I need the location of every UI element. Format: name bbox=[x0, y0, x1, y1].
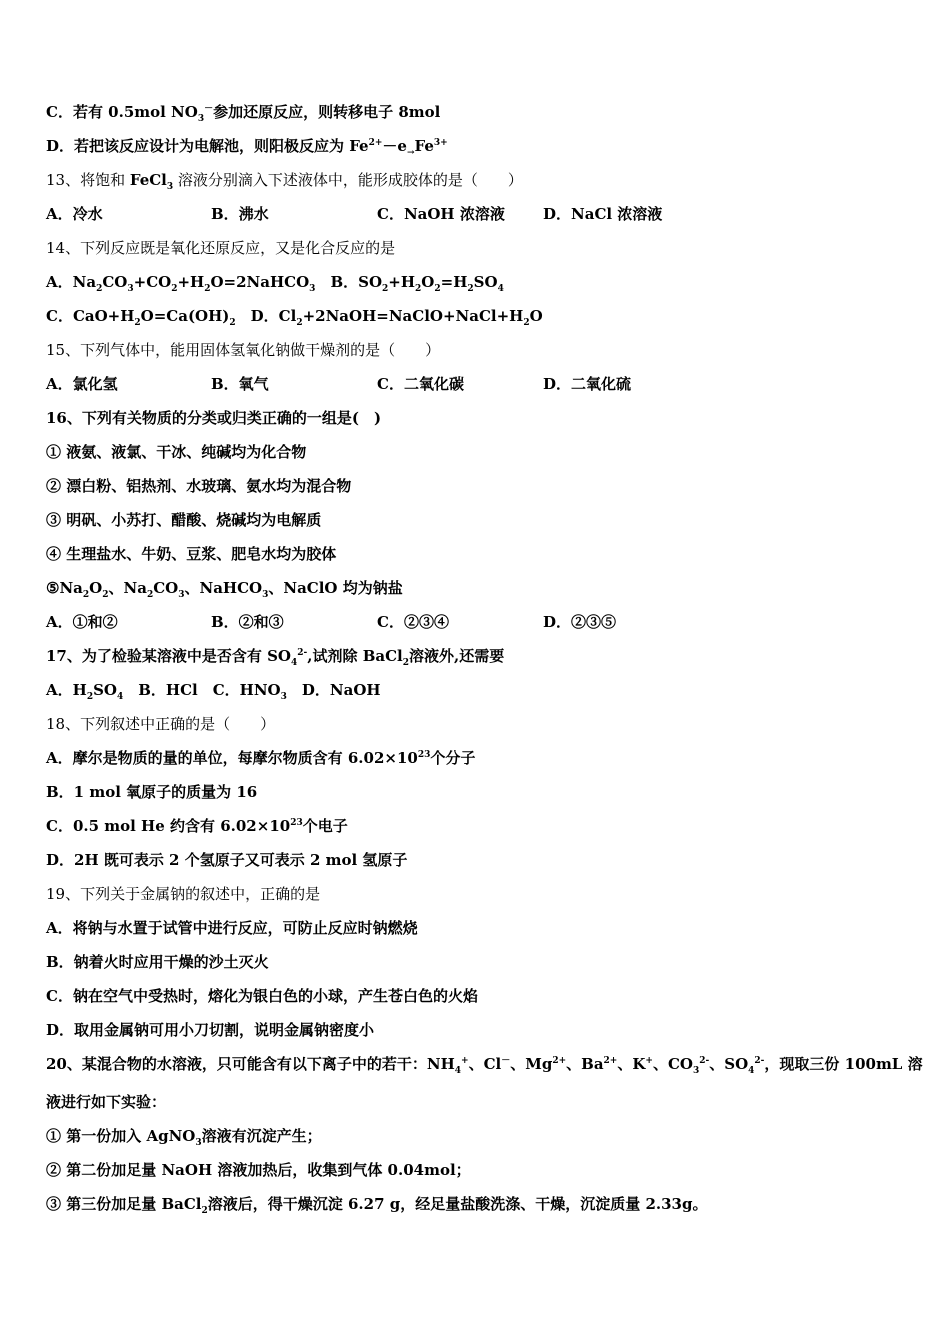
text-run: C．②③④ bbox=[377, 613, 449, 631]
text-run: 、K bbox=[617, 1055, 646, 1073]
text-run: A．H bbox=[46, 681, 87, 699]
text-run: 、CO bbox=[652, 1055, 693, 1073]
text-run: 2 bbox=[467, 284, 474, 294]
text-run: － bbox=[501, 1056, 511, 1066]
text-run: －e bbox=[382, 137, 407, 155]
text-run: B．SO bbox=[315, 273, 383, 291]
answer-option bbox=[46, 374, 118, 394]
text-line bbox=[46, 1020, 374, 1040]
text-run: SO bbox=[473, 273, 498, 291]
text-run: ⑤Na bbox=[46, 579, 83, 597]
text-run: 23 bbox=[290, 818, 303, 828]
text-run: B．②和③ bbox=[211, 613, 284, 631]
answer-option bbox=[377, 204, 505, 224]
text-line bbox=[46, 578, 403, 598]
text-run: D．2H 既可表示 2 个氢原子又可表示 2 mol 氢原子 bbox=[46, 851, 408, 869]
text-run: O bbox=[89, 579, 103, 597]
text-run: ,试剂除 BaCl bbox=[307, 647, 403, 665]
text-run: 3 bbox=[262, 590, 269, 600]
text-run: + bbox=[461, 1056, 469, 1066]
text-run: 13、将饱和 bbox=[46, 171, 130, 189]
text-run: 2 bbox=[171, 284, 178, 294]
text-run: 、NaHCO bbox=[184, 579, 263, 597]
text-run: ③ 第三份加足量 BaCl bbox=[46, 1195, 202, 1213]
answer-option bbox=[211, 204, 269, 224]
text-run: 2 bbox=[296, 318, 303, 328]
text-line bbox=[46, 816, 348, 836]
text-run: O=2NaHCO bbox=[210, 273, 310, 291]
text-run: 、Mg bbox=[510, 1055, 553, 1073]
text-line bbox=[46, 850, 407, 870]
text-run: + bbox=[645, 1056, 653, 1066]
answer-option bbox=[377, 374, 464, 394]
text-run: D．②③⑤ bbox=[543, 613, 617, 631]
text-run: ① 第一份加入 AgNO bbox=[46, 1127, 196, 1145]
text-run: 3 bbox=[195, 1138, 202, 1148]
text-run: A．①和② bbox=[46, 613, 118, 631]
text-run: 14、下列反应既是氧化还原反应，又是化合反应的是 bbox=[46, 239, 396, 257]
text-line bbox=[46, 102, 440, 122]
text-line bbox=[46, 340, 440, 360]
text-run: 溶液有沉淀产生； bbox=[201, 1127, 322, 1145]
text-run: → bbox=[406, 148, 415, 158]
text-run: Fe bbox=[414, 137, 434, 155]
text-run: 2 bbox=[82, 590, 90, 600]
text-run: 3 bbox=[692, 1066, 700, 1076]
text-run: 3 bbox=[309, 284, 316, 294]
text-run: 液进行如下实验： bbox=[46, 1093, 167, 1111]
text-run: 、Na bbox=[108, 579, 147, 597]
text-run: 16、下列有关物质的分类或归类正确的一组是( ) bbox=[46, 409, 382, 427]
text-run: ④ 生理盐水、牛奶、豆浆、肥皂水均为胶体 bbox=[46, 545, 337, 563]
text-run: 4 bbox=[497, 284, 504, 294]
text-run: 23 bbox=[417, 750, 431, 760]
text-run: ① 液氨、液氯、干冰、纯碱均为化合物 bbox=[46, 443, 307, 461]
text-run: 2 bbox=[415, 284, 422, 294]
text-run: ③ 明矾、小苏打、醋酸、烧碱均为电解质 bbox=[46, 511, 322, 529]
text-run: A．将钠与水置于试管中进行反应，可防止反应时钠燃烧 bbox=[46, 919, 418, 937]
text-run: ，现取三份 100mL 溶 bbox=[764, 1055, 923, 1073]
text-line bbox=[46, 272, 504, 292]
text-run: 2+ bbox=[603, 1056, 618, 1066]
text-run: C．二氧化碳 bbox=[377, 375, 464, 393]
text-run: CO bbox=[153, 579, 179, 597]
text-run: 19、下列关于金属钠的叙述中，正确的是 bbox=[46, 885, 321, 903]
text-run: C．钠在空气中受热时，熔化为银白色的小球，产生苍白色的火焰 bbox=[46, 987, 478, 1005]
text-line bbox=[46, 748, 475, 768]
answer-option bbox=[211, 612, 284, 632]
text-run: C．0.5 mol He 约含有 6.02×10 bbox=[46, 817, 291, 835]
text-run: A．摩尔是物质的量的单位，每摩尔物质含有 6.02×10 bbox=[46, 749, 418, 767]
text-run: 2- bbox=[754, 1056, 765, 1066]
text-run: C．若有 0.5mol NO bbox=[46, 103, 198, 121]
text-run: 4 bbox=[454, 1066, 462, 1076]
text-line bbox=[46, 1092, 166, 1112]
text-run: O bbox=[529, 307, 543, 325]
text-run: 参加还原反应，则转移电子 8mol bbox=[213, 103, 441, 121]
text-run: B．沸水 bbox=[211, 205, 269, 223]
text-run: 2- bbox=[297, 648, 308, 658]
text-run: D．二氧化硫 bbox=[543, 375, 632, 393]
text-line bbox=[46, 646, 504, 666]
text-run: 2 bbox=[134, 318, 141, 328]
text-run: 2 bbox=[96, 284, 103, 294]
answer-option bbox=[543, 612, 616, 632]
text-run: D．若把该反应设计为电解池，则阳极反应为 Fe bbox=[46, 137, 369, 155]
text-run: A．Na bbox=[46, 273, 97, 291]
answer-option bbox=[543, 204, 662, 224]
text-run: D．NaCl 浓溶液 bbox=[543, 205, 663, 223]
text-run: 18、下列叙述中正确的是（ ） bbox=[46, 715, 276, 733]
text-run: B．钠着火时应用干燥的沙土灭火 bbox=[46, 953, 269, 971]
answer-option bbox=[543, 374, 631, 394]
text-run: － bbox=[204, 104, 214, 114]
text-run: O bbox=[421, 273, 435, 291]
answer-option bbox=[211, 374, 269, 394]
text-run: 4 bbox=[748, 1066, 755, 1076]
text-line bbox=[46, 680, 381, 700]
text-run: 、SO bbox=[709, 1055, 749, 1073]
text-line bbox=[46, 782, 257, 802]
text-run: 2 bbox=[102, 590, 109, 600]
text-run: +H bbox=[177, 273, 205, 291]
text-run: 溶液分别滴入下述液体中，能形成胶体的是（ ） bbox=[173, 171, 523, 189]
text-run: 2 bbox=[86, 692, 94, 702]
text-run: D．取用金属钠可用小刀切割，说明金属钠密度小 bbox=[46, 1021, 375, 1039]
text-run: A．氯化氢 bbox=[46, 375, 118, 393]
text-run: 3 bbox=[178, 590, 185, 600]
text-run: 3 bbox=[197, 114, 205, 124]
text-run: ② 第二份加足量 NaOH 溶液加热后，收集到气体 0.04mol； bbox=[46, 1161, 471, 1179]
text-run: 20、某混合物的水溶液，只可能含有以下离子中的若干：NH bbox=[46, 1055, 455, 1073]
text-run: 17、为了检验某溶液中是否含有 SO bbox=[46, 647, 291, 665]
text-run: A．冷水 bbox=[46, 205, 103, 223]
text-run: 15、下列气体中，能用固体氢氧化钠做干燥剂的是（ ） bbox=[46, 341, 441, 359]
text-run: 、NaClO 均为钠盐 bbox=[268, 579, 403, 597]
text-line bbox=[46, 442, 306, 462]
text-run: 2 bbox=[434, 284, 441, 294]
text-run: B．1 mol 氧原子的质量为 16 bbox=[46, 783, 258, 801]
text-line bbox=[46, 476, 351, 496]
answer-option bbox=[46, 612, 118, 632]
text-run: +CO bbox=[133, 273, 172, 291]
text-run: 4 bbox=[291, 658, 298, 668]
text-run: C．CaO+H bbox=[46, 307, 135, 325]
text-line bbox=[46, 510, 321, 530]
text-run: C．NaOH 浓溶液 bbox=[377, 205, 505, 223]
text-run: B．HCl C．HNO bbox=[123, 681, 281, 699]
text-line bbox=[46, 952, 269, 972]
text-run: 2 bbox=[229, 318, 236, 328]
text-run: =H bbox=[440, 273, 468, 291]
text-run: 、Cl bbox=[468, 1055, 502, 1073]
text-run: O=Ca(OH) bbox=[140, 307, 230, 325]
text-line bbox=[46, 136, 448, 156]
text-line bbox=[46, 714, 275, 734]
text-run: +H bbox=[388, 273, 416, 291]
text-run: 3 bbox=[127, 284, 134, 294]
text-run: 2+ bbox=[552, 1056, 567, 1066]
text-line bbox=[46, 544, 336, 564]
text-line bbox=[46, 1054, 923, 1074]
text-run: 4 bbox=[116, 692, 124, 702]
text-line bbox=[46, 238, 395, 258]
text-run: 2 bbox=[382, 284, 389, 294]
text-line bbox=[46, 306, 543, 326]
text-run: 2 bbox=[201, 1206, 208, 1216]
text-run: 2 bbox=[146, 590, 154, 600]
text-run: 2 bbox=[204, 284, 211, 294]
text-run: FeCl bbox=[129, 171, 167, 189]
text-run: ② 漂白粉、铝热剂、水玻璃、氨水均为混合物 bbox=[46, 477, 352, 495]
text-run: 2 bbox=[523, 318, 530, 328]
text-run: D．Cl bbox=[235, 307, 297, 325]
text-line bbox=[46, 986, 478, 1006]
text-run: 3 bbox=[166, 182, 174, 192]
text-run: D．NaOH bbox=[286, 681, 381, 699]
text-line bbox=[46, 1126, 322, 1146]
text-run: B．氧气 bbox=[211, 375, 269, 393]
text-run: 3+ bbox=[433, 138, 448, 148]
text-run: 溶液外,还需要 bbox=[409, 647, 505, 665]
text-run: 、Ba bbox=[566, 1055, 604, 1073]
text-run: 2 bbox=[402, 658, 410, 668]
text-run: 2- bbox=[699, 1056, 710, 1066]
text-run: +2NaOH=NaClO+NaCl+H bbox=[302, 307, 524, 325]
text-run: 3 bbox=[280, 692, 287, 702]
text-line bbox=[46, 884, 320, 904]
answer-option bbox=[46, 204, 103, 224]
text-run: 个分子 bbox=[430, 749, 476, 767]
text-run: 溶液后，得干燥沉淀 6.27 g，经足量盐酸洗涤、干燥，沉淀质量 2.33g。 bbox=[207, 1195, 708, 1213]
text-line bbox=[46, 1194, 707, 1214]
text-run: SO bbox=[93, 681, 117, 699]
text-line bbox=[46, 170, 523, 190]
answer-option bbox=[377, 612, 449, 632]
text-run: CO bbox=[102, 273, 128, 291]
text-line bbox=[46, 1160, 471, 1180]
text-run: 2+ bbox=[368, 138, 383, 148]
text-run: 个电子 bbox=[302, 817, 348, 835]
text-line bbox=[46, 918, 418, 938]
text-line bbox=[46, 408, 381, 428]
